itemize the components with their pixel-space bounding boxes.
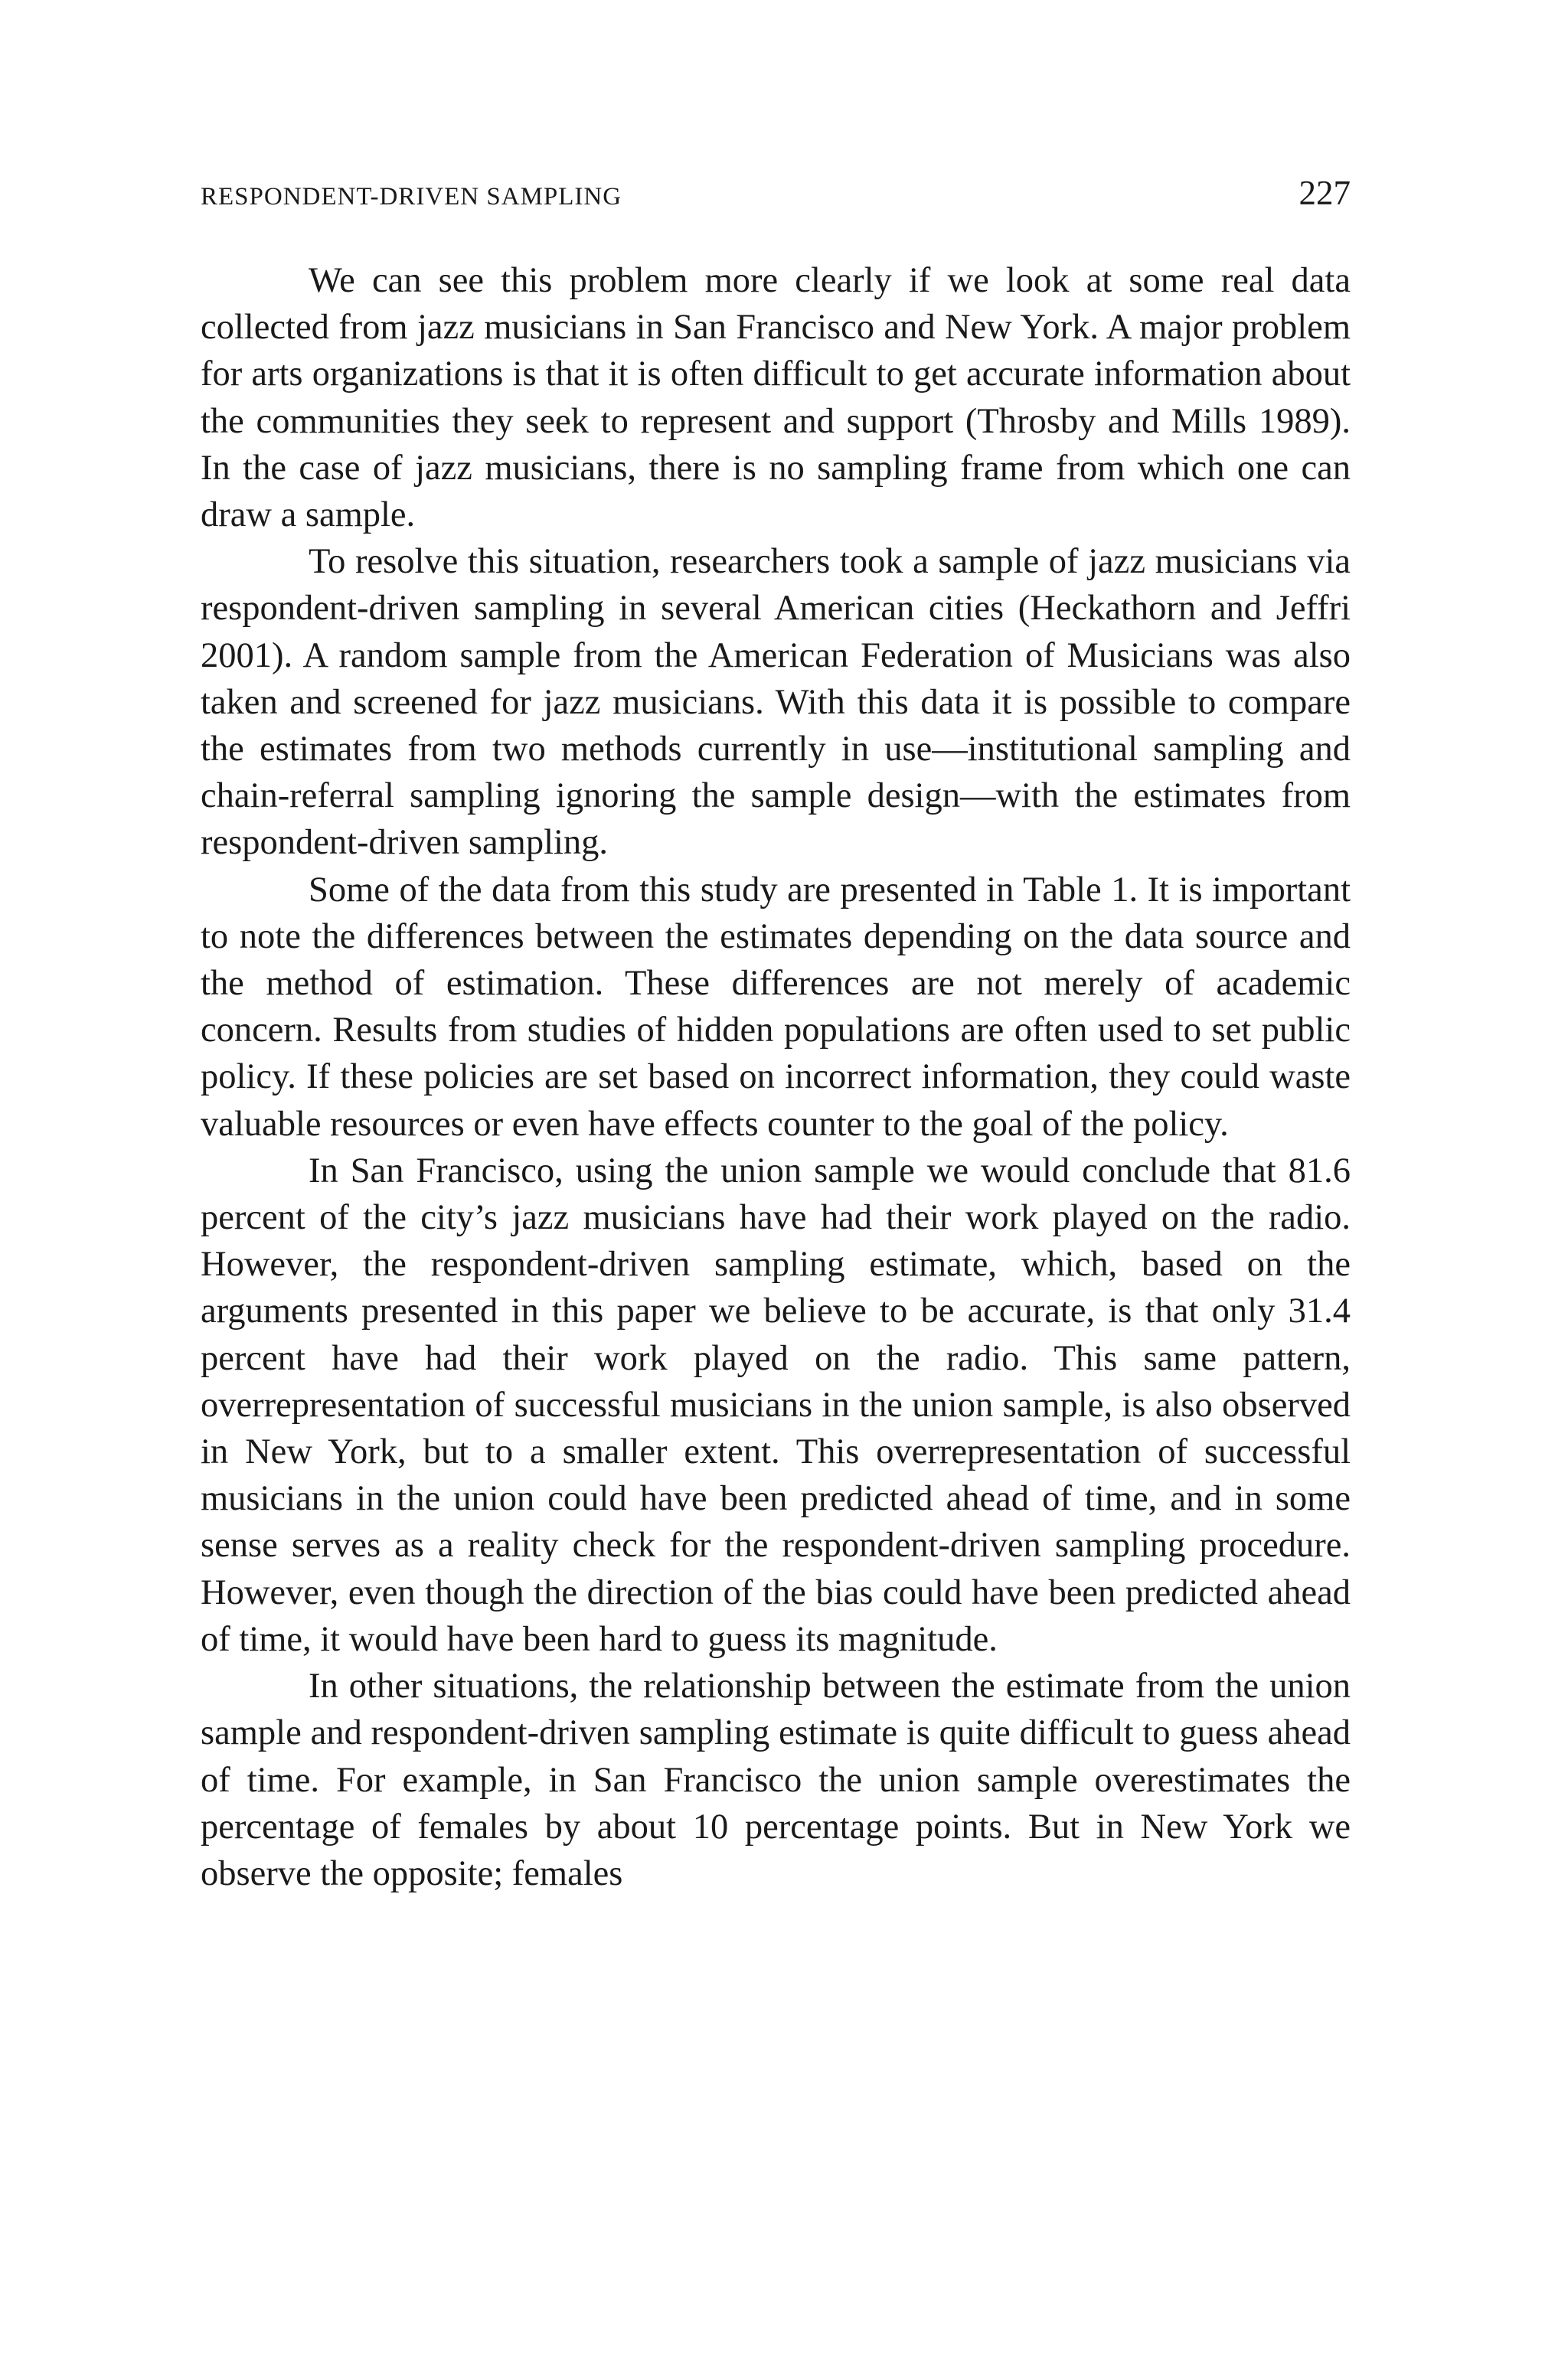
paragraph-2: To resolve this situation, researchers took a sample of jazz musicians via respondent-driven sampling in several American cities (Heckathorn and Jeffri 2001). A random sample from the American Federation of Musicians was also taken and screened for jazz musicians. With this data it is possible to compare the estimates from two methods currently in use—institutional sampling and chain-referral sampling ignoring the sample design—with the estimates from respondent-driven sampling. <box>201 542 1351 863</box>
paragraph-4: In San Francisco, using the union sample we would conclude that 81.6 percent of the city’s jazz musicians have had their work played on the radio. However, the respondent-driven sampling estimate, which, based on the arguments presented in this paper we believe to be accurate, is that only 31.4 percent have had their work played on the radio. This same pattern, overrepresentation of successful musicians in the union sample, is also observed in New York, but to a smaller extent. This overrepresentation of successful musicians in the union could have been predicted ahead of time, and in some sense serves as a reality check for the respondent-driven sampling procedure. However, even though the direction of the bias could have been predicted ahead of time, it would have been hard to guess its magnitude. <box>201 1151 1351 1659</box>
paragraph-3: Some of the data from this study are presented in Table 1. It is important to note the differences between the estimates depending on the data source and the method of estimation. These differences are not merely of academic concern. Results from studies of hidden populations are often used to set public policy. If these policies are set based on incorrect information, they could waste valuable resources or even have effects counter to the goal of the policy. <box>201 870 1351 1144</box>
running-header <box>201 173 1351 219</box>
body-text <box>201 257 1351 1897</box>
paragraph-5: In other situations, the relationship between the estimate from the union sample and respondent-driven sampling estimate is quite difficult to guess ahead of time. For example, in San Francisco the union sample overestimates the percentage of females by about 10 percentage points. But in New York we observe the opposite; females <box>201 1667 1351 1893</box>
running-title: RESPONDENT-DRIVEN SAMPLING <box>201 183 622 211</box>
paragraph-1: We can see this problem more clearly if we look at some real data collected from jazz musicians in San Francisco and New York. A major problem for arts organizations is that it is often difficult to get accurate information about the communities they seek to represent and support (Throsby and Mills 1989). In the case of jazz musicians, there is no sampling frame from which one can draw a sample. <box>201 261 1351 535</box>
page-number: 227 <box>1298 174 1351 212</box>
